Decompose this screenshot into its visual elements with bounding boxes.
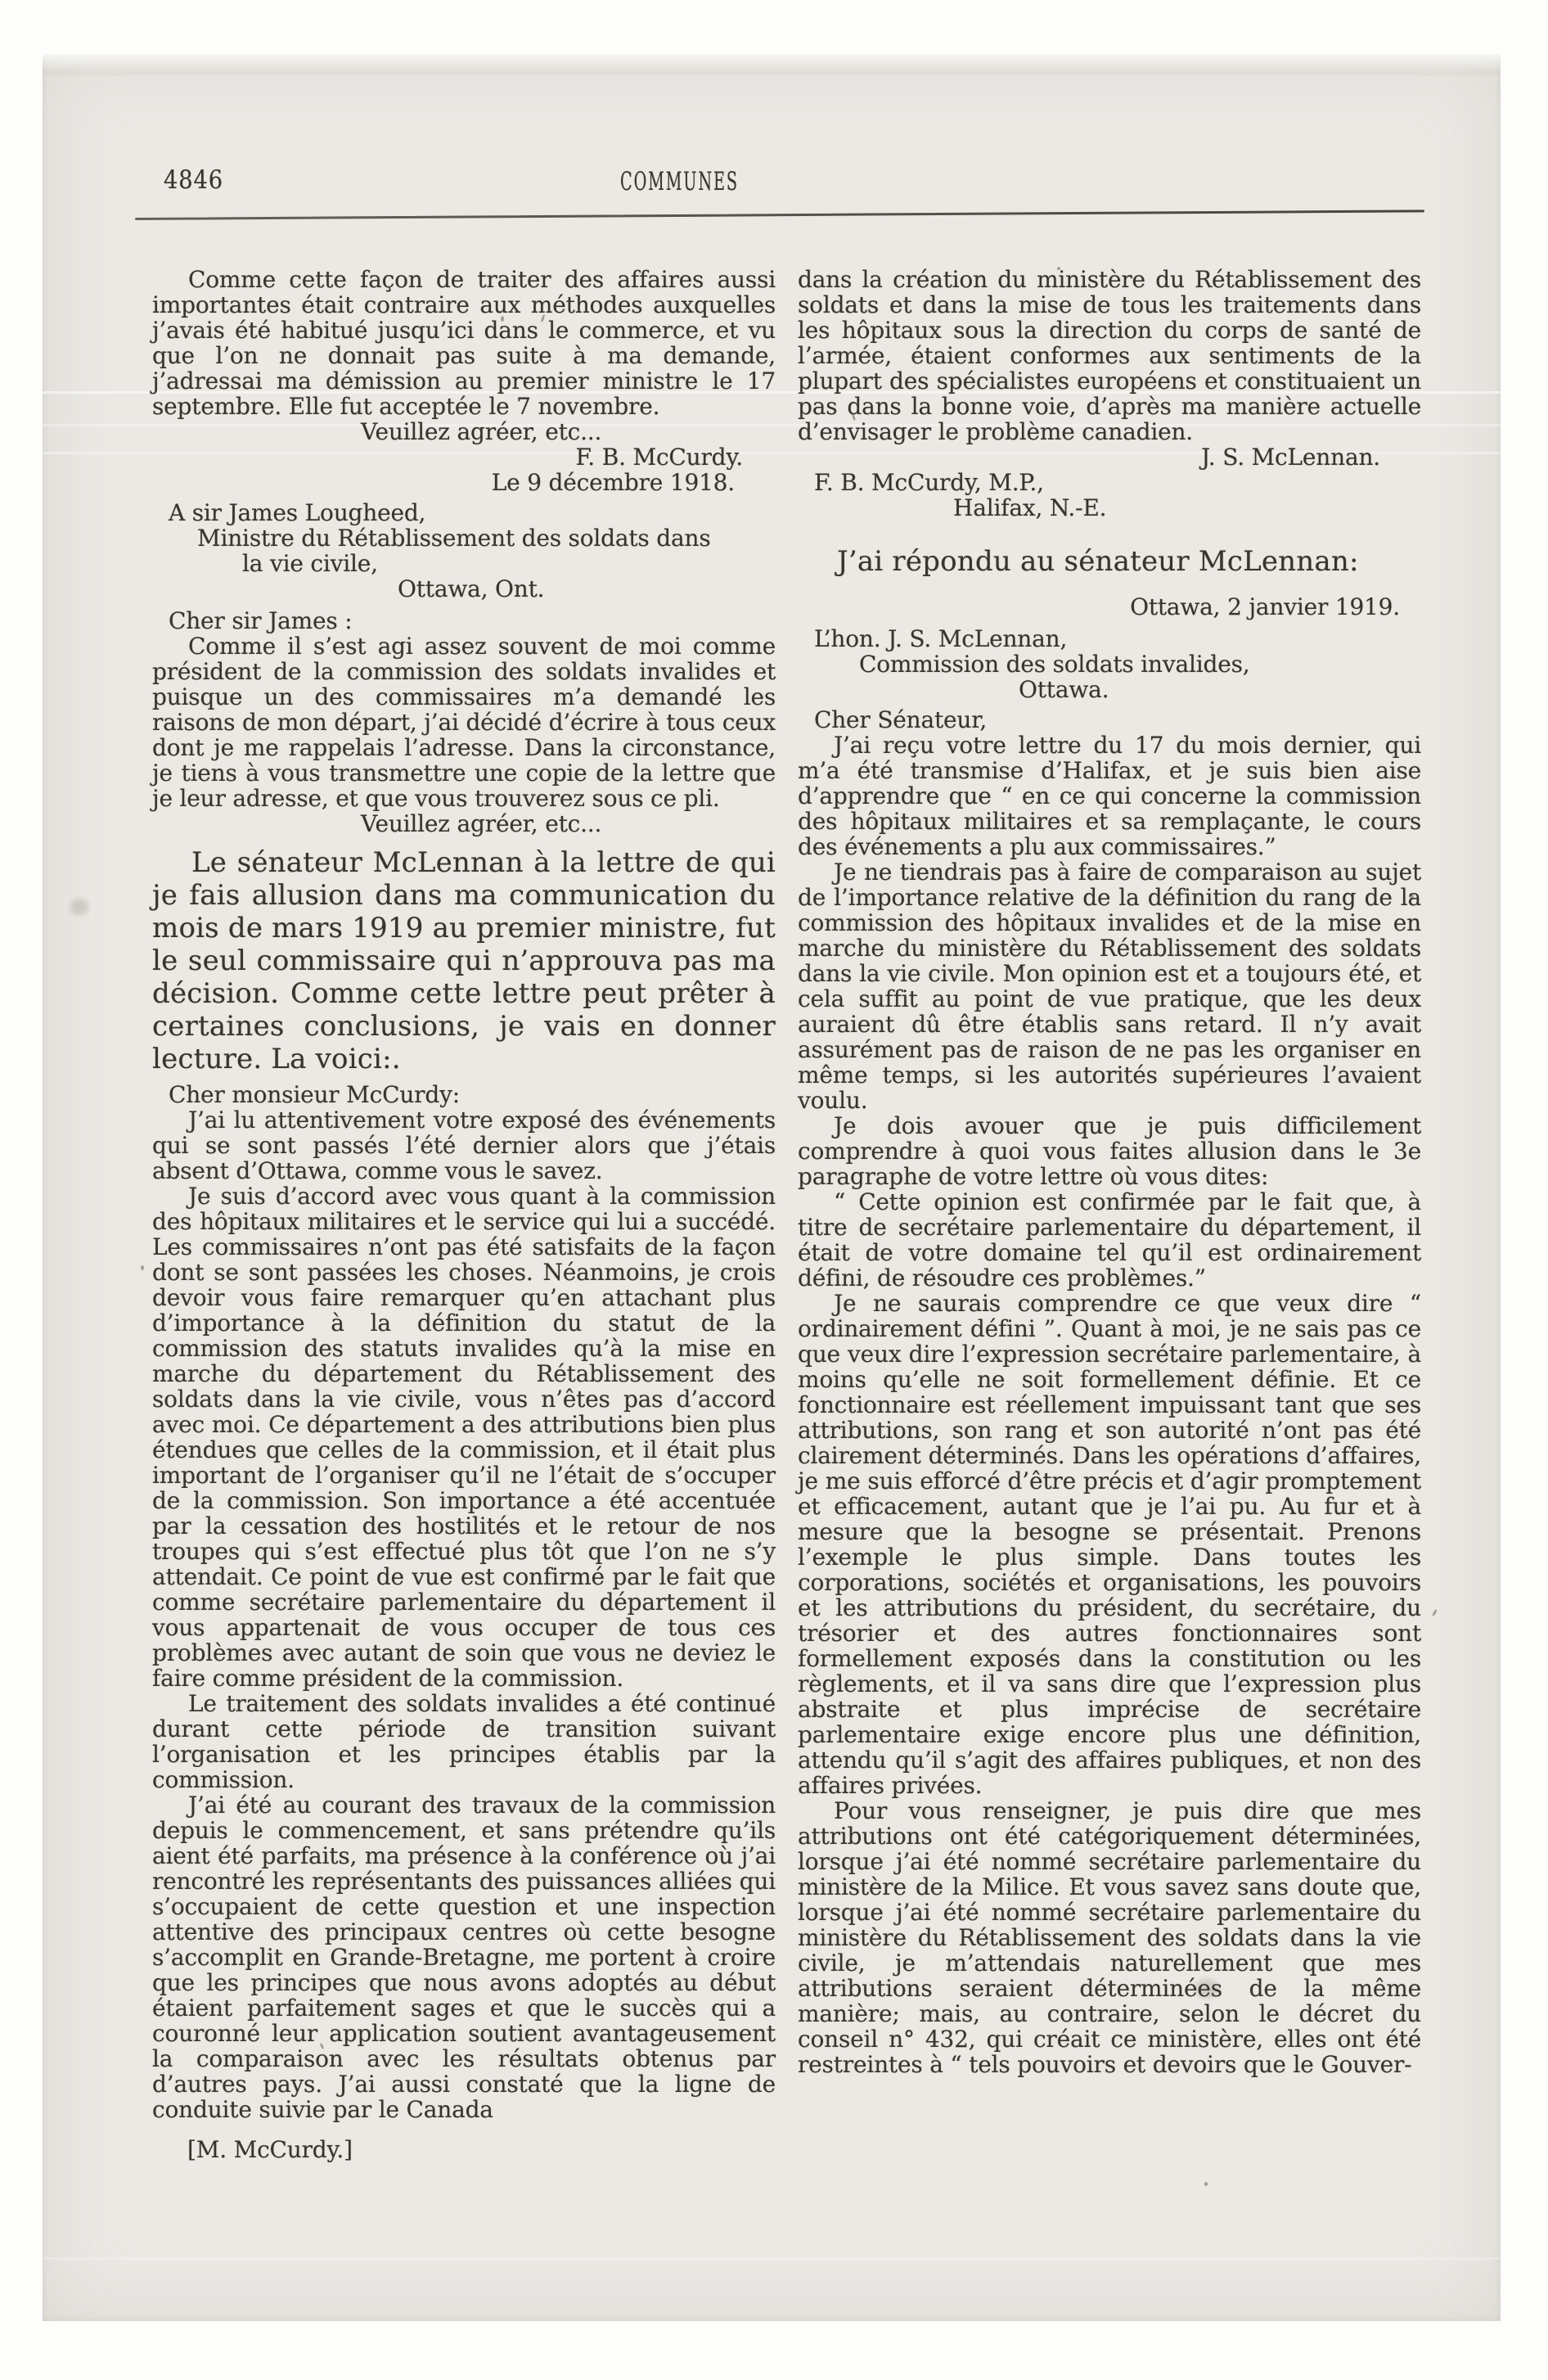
speech-paragraph: Le sénateur McLennan à la lettre de qui je fais allusion dans ma communication du mois de mars 1919 au premier ministre, fut le seul commissaire qui n’approuva pas ma décision. Comme cette lettre peut prêter à certaines conclusions, je vais en donner lecture. La voici:.: [152, 846, 776, 1075]
address-line: L’hon. J. S. McLennan,: [814, 625, 1068, 652]
scan-streak: [43, 2257, 1501, 2260]
paragraph: Je ne saurais comprendre ce que veux dire “ ordinairement défini ”. Quant à moi, je ne sais pas ce que veux dire l’expression secrétaire parlementaire, à moins qu’elle ne soit formellement définie. Et ce fonctionnaire est réellement impuissant tant que ses attributions, son rang et son autorité n’ont pas été clairement déterminés. Dans les opérations d’affaires, je me suis efforcé d’être précis et d’agir promptement et efficacement, autant que je l’ai pu. Au fur et à mesure que la besogne se présentait. Prenons l’exemple le plus simple. Dans toutes les corporations, sociétés et organisations, les pouvoirs et les attributions du président, du secrétaire, du trésorier et des autres fonctionnaires sont formellement exposés dans la constitution ou les règlements, et il va sans dire que l’expression plus abstraite et plus imprécise de secrétaire parlementaire exige encore plus une définition, attendu qu’il s’agit des affaires publiques, et non des affaires privées.: [798, 1290, 1421, 1799]
paragraph: Je suis d’accord avec vous quant à la commission des hôpitaux militaires et le service qui lui a succédé. Les commissaires n’ont pas été satisfaits de la façon dont se sont passées les choses. Néanmoins, je crois devoir vous faire remarquer qu’en attachant plus d’importance à la définition du statut de la commission des statuts invalides qu’à la mise en marche du département du Rétablissement des soldats dans la vie civile, vous n’êtes pas d’accord avec moi. Ce département a des attributions bien plus étendues que celles de la commission, et il était plus important de l’organiser qu’il ne l’était de s’occuper de la commission. Son importance a été accentuée par la cessation des hostilités et le retour de nos troupes qui s’est effectué plus tôt que l’on ne s’y attendait. Ce point de vue est confirmé par le fait que comme secrétaire parlementaire du département il vous appartenait de vous occuper de tous ces problèmes avec autant de soin que vous ne deviez le faire comme président de la commission.: [152, 1183, 776, 1692]
right-column: [798, 267, 1421, 2077]
date-line: Ottawa, 2 janvier 1919.: [1130, 593, 1400, 620]
page-title: COMMUNES: [620, 167, 739, 196]
ink-speck: [1432, 1609, 1438, 1616]
address-line: Halifax, N.-E.: [953, 494, 1107, 521]
left-column: [152, 267, 776, 2162]
paragraph: Je ne tiendrais pas à faire de comparaison au sujet de l’importance relative de la définition du rang de la commission des hôpitaux invalides et de la mise en marche du ministère du Rétablissement des soldats dans la vie civile. Mon opinion est et a toujours été, et cela suffit au point de vue pratique, que les deux auraient dû être établis sans retard. Il n’y avait assurément pas de raison de ne pas les organiser en même temps, si les autorités supérieures l’avaient voulu.: [798, 859, 1421, 1114]
address-line: la vie civile,: [242, 550, 378, 577]
address-line: F. B. McCurdy, M.P.,: [814, 469, 1044, 496]
closing-formula: Veuillez agréer, etc...: [361, 418, 602, 445]
page-number: 4846: [164, 165, 223, 195]
speech-paragraph: J’ai répondu au sénateur McLennan:: [837, 545, 1359, 578]
paragraph: Pour vous renseigner, je puis dire que mes attributions ont été catégoriquement déterminées, lorsque j’ai été nommé secrétaire parlementaire du ministère de la Milice. Et vous savez sans doute que, lorsque j’ai été nommé secrétaire parlementaire du ministère du Rétablissement des soldats dans la vie civile, je m’attendais naturellement que mes attributions seraient déterminées de la même manière; mais, au contraire, selon le décret du conseil n° 432, qui créait ce ministère, elles ont été restreintes à “ tels pouvoirs et devoirs que le Gouver-: [798, 1797, 1421, 2078]
paragraph: J’ai été au courant des travaux de la commission depuis le commencement, et sans prétendre qu’ils aient été parfaits, ma présence à la conférence où j’ai rencontré les représentants des puissances alliées qui s’occupaient de cette question et une inspection attentive des principaux centres où cette besogne s’accomplit en Grande-Bretagne, me portent à croire que les principes que nous avons adoptés au début étaient parfaitement sages et que le succès qui a couronné leur application soutient avantageusement la comparaison avec les résultats obtenus par d’autres pays. J’ai aussi constaté que la ligne de conduite suivie par le Canada: [152, 1792, 776, 2123]
paragraph: Comme cette façon de traiter des affaires aussi importantes était contraire aux méthodes auxquelles j’avais été habitué jusqu’ici dans le commerce, et vu que l’on ne donnait pas suite à ma demande, j’adressai ma démission au premier ministre le 17 septembre. Elle fut acceptée le 7 novembre.: [152, 266, 776, 420]
closing-formula: Veuillez agréer, etc...: [361, 810, 602, 837]
salutation: Cher sir James :: [169, 607, 353, 634]
paragraph: Je dois avouer que je puis difficilement comprendre à quoi vous faites allusion dans le 3e paragraphe de votre lettre où vous dites:: [798, 1112, 1421, 1190]
paragraph: “ Cette opinion est confirmée par le fait que, à titre de secrétaire parlementaire du département, il était de votre domaine tel qu’il est ordinairement défini, de résoudre ces problèmes.”: [798, 1188, 1421, 1291]
ink-speck: [141, 1265, 144, 1270]
date-line: Le 9 décembre 1918.: [491, 469, 735, 496]
scan-crease: [43, 54, 1501, 75]
ink-smudge: [70, 899, 88, 915]
address-line: Ottawa, Ont.: [398, 575, 545, 602]
paragraph: J’ai lu attentivement votre exposé des événements qui se sont passés l’été dernier alors que j’étais absent d’Ottawa, comme vous le savez.: [152, 1107, 776, 1184]
paragraph: Comme il s’est agi assez souvent de moi comme président de la commission des soldats invalides et puisque un des commissaires m’a demandé les raisons de mon départ, j’ai décidé d’écrire à tous ceux dont je me rappelais l’adresse. Dans la circonstance, je tiens à vous transmettre une copie de la lettre que je leur adresse, et que vous trouverez sous ce pli.: [152, 633, 776, 812]
paragraph: dans la création du ministère du Rétablissement des soldats et dans la mise de tous les traitements dans les hôpitaux sous la direction du corps de santé de l’armée, étaient conformes aux sentiments de la plupart des spécialistes européens et constituaient un pas dans la bonne voie, d’après ma manière actuelle d’envisager le problème canadien.: [798, 266, 1421, 445]
signature: F. B. McCurdy.: [575, 444, 743, 471]
footer-signature: [M. McCurdy.]: [187, 2136, 353, 2163]
ink-speck: [1204, 2182, 1208, 2186]
address-line: Ottawa.: [1019, 676, 1109, 703]
address-line: Commission des soldats invalides,: [859, 651, 1250, 678]
address-line: A sir James Lougheed,: [169, 499, 426, 526]
signature: J. S. McLennan.: [1200, 444, 1380, 471]
salutation: Cher monsieur McCurdy:: [169, 1081, 460, 1108]
salutation: Cher Sénateur,: [814, 706, 988, 733]
address-line: Ministre du Rétablissement des soldats dans: [197, 525, 711, 552]
paragraph: Le traitement des soldats invalides a été continué durant cette période de transition suivant l’organisation et les principes établis par la commission.: [152, 1690, 776, 1793]
paragraph: J’ai reçu votre lettre du 17 du mois dernier, qui m’a été transmise d’Halifax, et je suis bien aise d’apprendre que “ en ce qui concerne la commission des hôpitaux militaires et sa remplaçante, le cours des événements a plu aux commissaires.”: [798, 732, 1421, 860]
